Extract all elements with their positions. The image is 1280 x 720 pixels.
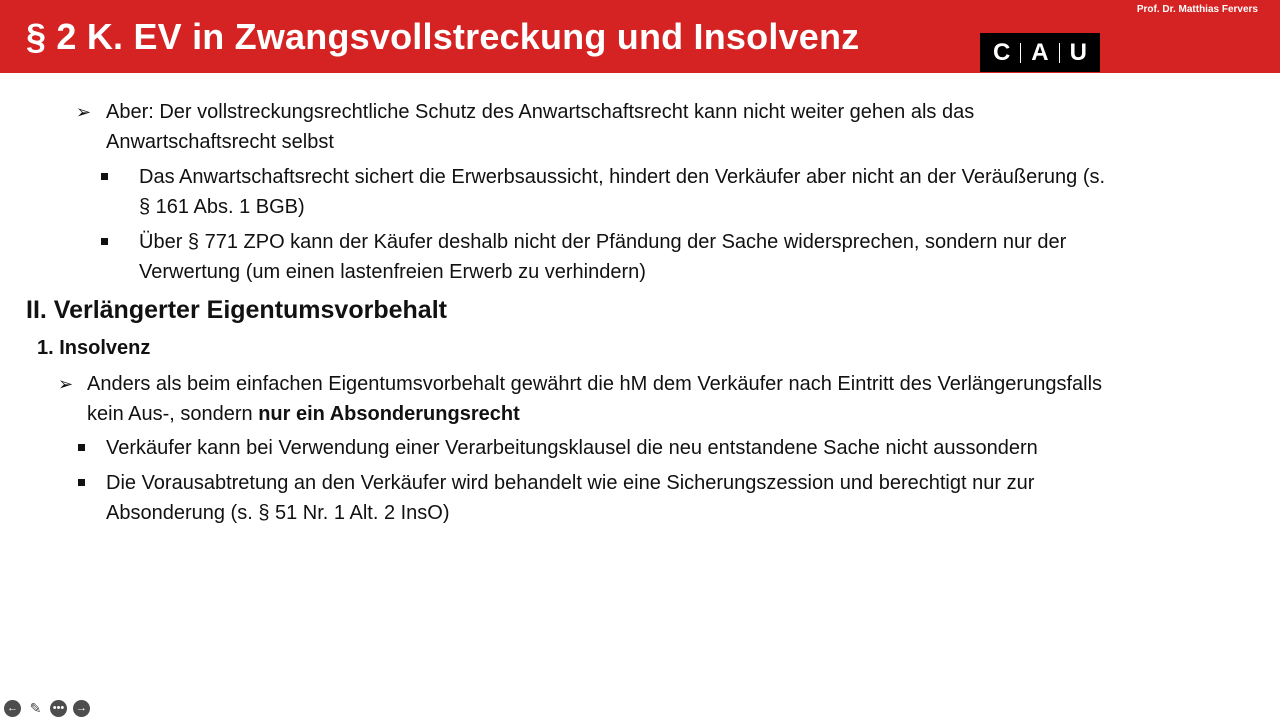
logo-divider xyxy=(1020,43,1021,63)
logo-divider xyxy=(1059,43,1060,63)
arrow-bullet-icon: ➢ xyxy=(58,374,74,394)
slide-body xyxy=(0,73,1280,693)
bullet-line: Über § 771 ZPO kann der Käufer deshalb nicht der Pfändung der Sache widersprechen, sondern nur der xyxy=(139,231,1067,253)
section-heading: II. Verlängerter Eigentumsvorbehalt xyxy=(26,296,447,324)
arrow-item-emphasis: nur ein Absonderungsrecht xyxy=(258,403,520,425)
arrow-item-line: Aber: Der vollstreckungsrechtliche Schutz des Anwartschaftsrecht kann nicht weiter gehen als das xyxy=(106,101,975,123)
bullet-line: § 161 Abs. 1 BGB) xyxy=(139,196,305,218)
logo-letter-u: U xyxy=(1069,38,1087,66)
presentation-controls xyxy=(4,700,90,717)
cau-logo xyxy=(980,33,1100,72)
slide-title: § 2 K. EV in Zwangsvollstreckung und Insolvenz xyxy=(26,16,860,57)
arrow-item-line xyxy=(87,399,520,429)
slide-header xyxy=(0,0,1280,73)
author-label: Prof. Dr. Matthias Fervers xyxy=(1136,4,1258,15)
square-bullet-icon xyxy=(78,444,85,451)
bullet-line: Die Vorausabtretung an den Verkäufer wird behandelt wie eine Sicherungszession und berechtigt nur zur xyxy=(106,472,1035,494)
bullet-line: Verkäufer kann bei Verwendung einer Verarbeitungsklausel die neu entstandene Sache nicht aussondern xyxy=(106,437,1038,459)
bullet-line: Absonderung (s. § 51 Nr. 1 Alt. 2 InsO) xyxy=(106,502,450,524)
subsection-heading: 1. Insolvenz xyxy=(37,337,151,359)
logo-letter-a: A xyxy=(1031,38,1049,66)
square-bullet-icon xyxy=(78,479,85,486)
pen-icon[interactable]: ✎ xyxy=(29,700,42,716)
logo-letter-c: C xyxy=(992,38,1011,66)
more-icon[interactable]: ••• xyxy=(50,700,67,717)
arrow-bullet-icon: ➢ xyxy=(76,102,92,122)
arrow-left-icon[interactable]: ← xyxy=(4,700,21,717)
square-bullet-icon xyxy=(101,238,108,245)
square-bullet-icon xyxy=(101,173,108,180)
arrow-item-text: kein Aus-, sondern xyxy=(87,403,259,425)
arrow-item-line: Anwartschaftsrecht selbst xyxy=(106,131,334,153)
bullet-line: Das Anwartschaftsrecht sichert die Erwerbsaussicht, hindert den Verkäufer aber nicht an der Veräußerung (s. xyxy=(139,166,1106,188)
arrow-right-icon[interactable]: → xyxy=(73,700,90,717)
arrow-item-line: Anders als beim einfachen Eigentumsvorbehalt gewährt die hM dem Verkäufer nach Eintritt des Verlängerungsfalls xyxy=(87,373,1103,395)
bullet-line: Verwertung (um einen lastenfreien Erwerb zu verhindern) xyxy=(139,261,646,283)
